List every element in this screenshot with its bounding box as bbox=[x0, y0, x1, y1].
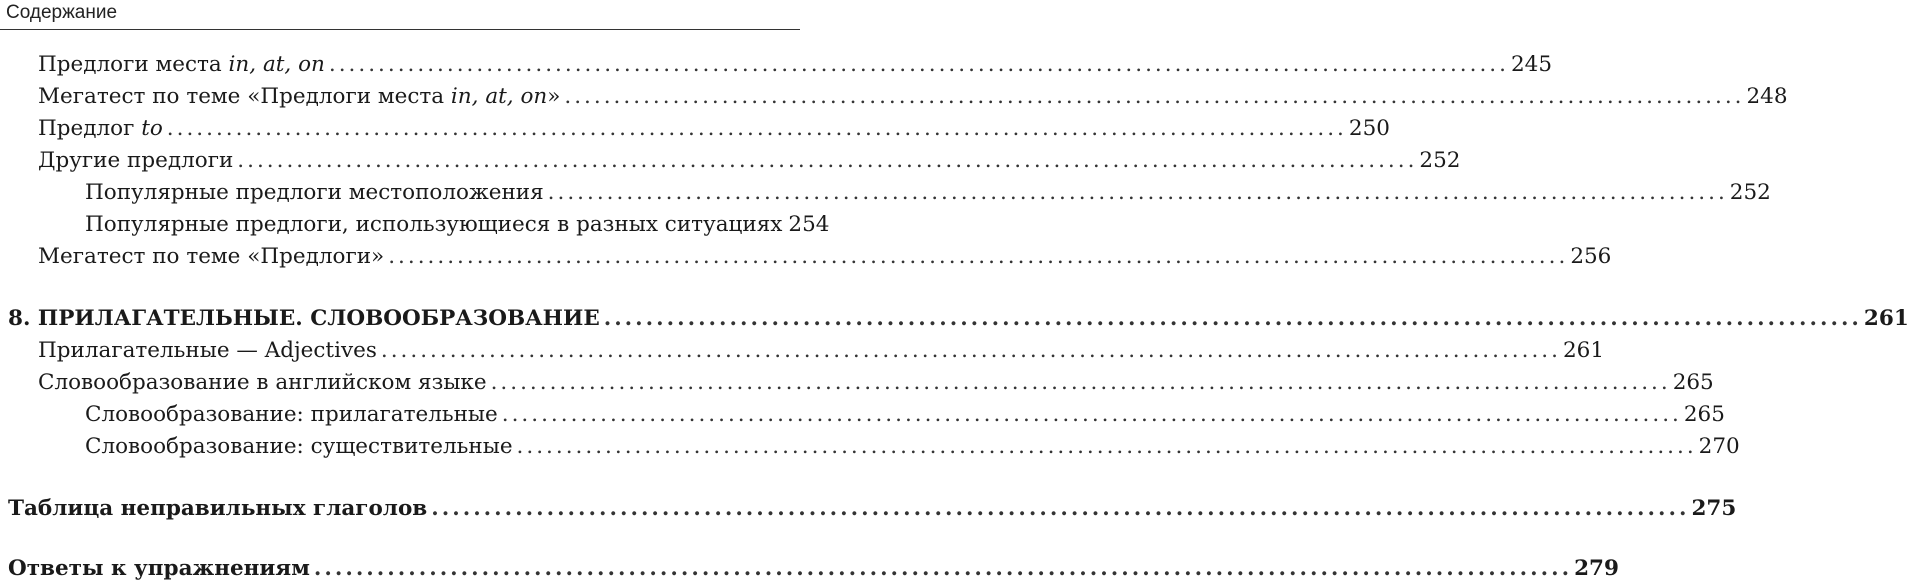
toc-section-entry[interactable] bbox=[8, 554, 1619, 584]
toc-section-entry[interactable] bbox=[8, 494, 1737, 524]
toc-chapter-entry[interactable] bbox=[8, 304, 1909, 334]
toc-page-number: 256 bbox=[1570, 244, 1612, 269]
toc-leader: ........................................................................................................................ bbox=[431, 496, 1690, 521]
toc-entry[interactable] bbox=[38, 336, 1605, 366]
toc-leader: ........................................................................................................................ bbox=[313, 556, 1573, 581]
toc-leader: ........................................................................................................................ bbox=[564, 84, 1745, 109]
toc-chapter-title: 8. ПРИЛАГАТЕЛЬНЫЕ. СЛОВООБРАЗОВАНИЕ bbox=[8, 306, 600, 331]
toc-entry-title: Популярные предлоги, использующиеся в разных ситуациях bbox=[85, 212, 783, 237]
toc-entry[interactable] bbox=[38, 146, 1461, 176]
toc-page-number: 279 bbox=[1574, 556, 1619, 581]
toc-entry[interactable] bbox=[85, 178, 1771, 208]
toc-leader: ........................................................................................................................ bbox=[603, 306, 1862, 331]
toc-page-number: 252 bbox=[1419, 148, 1461, 173]
toc-entry-title: Мегатест по теме «Предлоги» bbox=[38, 244, 385, 269]
toc-page-number: 261 bbox=[1863, 306, 1909, 331]
toc-entry[interactable] bbox=[85, 400, 1725, 430]
toc-section-title: Ответы к упражнениям bbox=[8, 556, 310, 581]
toc-leader: ........................................................................................................................ bbox=[516, 434, 1697, 459]
toc-entry-title: Прилагательные — Adjectives bbox=[38, 338, 377, 363]
toc-entry-title: Словообразование: существительные bbox=[85, 434, 513, 459]
toc-page-number: 275 bbox=[1691, 496, 1737, 521]
header-rule bbox=[0, 29, 800, 30]
running-head: Содержание bbox=[6, 2, 118, 23]
toc-page-number: 250 bbox=[1348, 116, 1390, 141]
toc-entry[interactable] bbox=[38, 50, 1553, 80]
toc-leader: ........................................................................................................................ bbox=[328, 52, 1509, 77]
toc-page-number: 245 bbox=[1510, 52, 1553, 77]
toc-entry[interactable] bbox=[38, 114, 1390, 144]
toc-leader: ........................................................................................................................ bbox=[490, 370, 1671, 395]
toc-entry[interactable] bbox=[38, 368, 1714, 398]
toc-page-number: 254 bbox=[788, 212, 830, 237]
toc-section-title: Таблица неправильных глаголов bbox=[8, 496, 428, 521]
toc-leader: ........................................................................................................................ bbox=[388, 244, 1569, 269]
toc-page-number: 248 bbox=[1746, 84, 1788, 109]
toc-leader: ........................................................................................................................ bbox=[501, 402, 1682, 427]
toc-leader: ........................................................................................................................ bbox=[166, 116, 1347, 141]
toc-entry[interactable] bbox=[38, 242, 1612, 272]
toc-entry-title: Словообразование в английском языке bbox=[38, 370, 487, 395]
toc-page-number: 261 bbox=[1562, 338, 1605, 363]
toc-entry-title: Предлоги места in, at, on bbox=[38, 52, 325, 77]
toc-entry[interactable] bbox=[85, 432, 1740, 462]
toc-entry-title: Словообразование: прилагательные bbox=[85, 402, 498, 427]
toc-entry-title: Другие предлоги bbox=[38, 148, 234, 173]
toc-page-number: 265 bbox=[1672, 370, 1714, 395]
toc-entry[interactable] bbox=[85, 210, 830, 240]
toc-entry-title: Мегатест по теме «Предлоги места in, at, on» bbox=[38, 84, 561, 109]
toc-leader: ........................................................................................................................ bbox=[547, 180, 1728, 205]
toc-leader: ........................................................................................................................ bbox=[237, 148, 1418, 173]
toc-entry-title: Популярные предлоги местоположения bbox=[85, 180, 544, 205]
toc-leader: ........................................................................................................................ bbox=[380, 338, 1561, 363]
toc-page-number: 270 bbox=[1698, 434, 1740, 459]
toc-page-number: 252 bbox=[1729, 180, 1771, 205]
toc-entry-title: Предлог to bbox=[38, 116, 163, 141]
toc-page-number: 265 bbox=[1683, 402, 1725, 427]
toc-entry[interactable] bbox=[38, 82, 1788, 112]
